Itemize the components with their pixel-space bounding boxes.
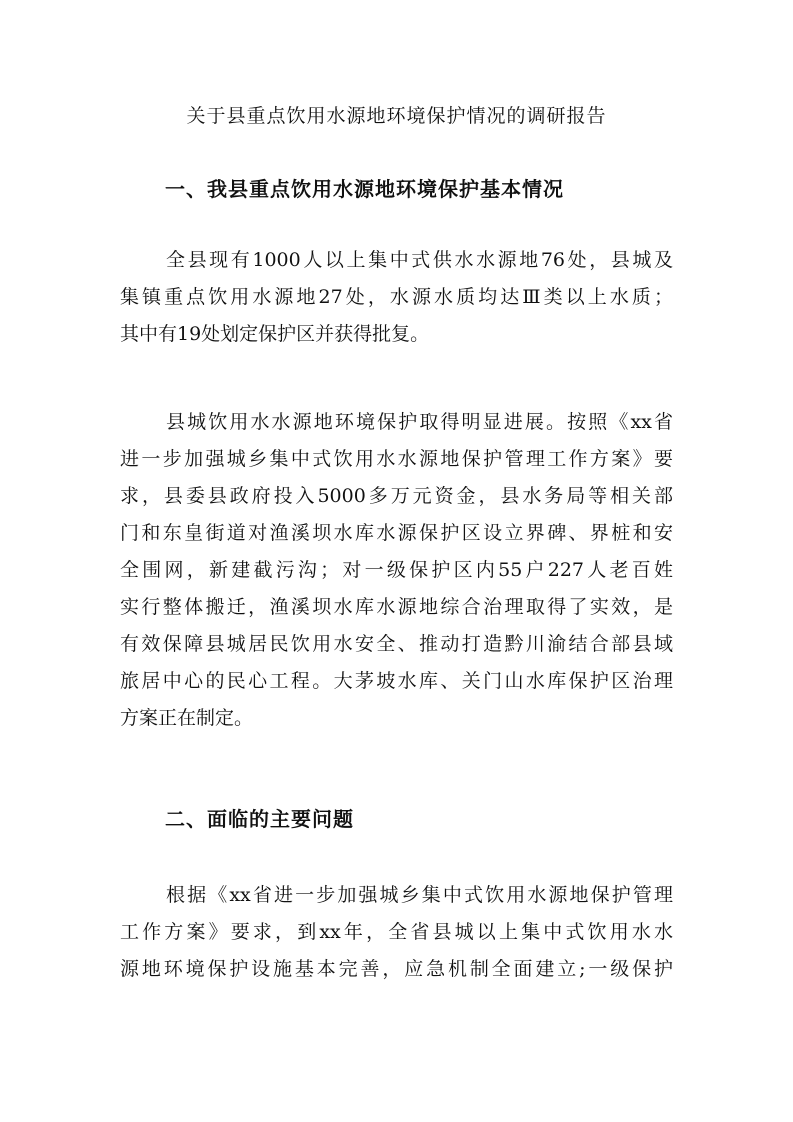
section-heading-basic-situation: 一、我县重点饮用水源地环境保护基本情况 <box>165 177 564 201</box>
paragraph-line: 集镇重点饮用水源地27处，水源水质均达Ⅲ类以上水质； <box>120 286 673 308</box>
paragraph-provincial-plan <box>120 877 673 988</box>
paragraph-line: 门和东皇街道对渔溪坝水库水源保护区设立界碑、界桩和安 <box>120 522 673 544</box>
paragraph-line: 源地环境保护设施基本完善，应急机制全面建立;一级保护 <box>120 958 673 980</box>
paragraph-line: 进一步加强城乡集中式饮用水水源地保护管理工作方案》要 <box>120 448 673 470</box>
paragraph-water-source-count <box>120 242 673 353</box>
paragraph-line: 旅居中心的民心工程。大茅坡水库、关门山水库保护区治理 <box>120 670 673 692</box>
paragraph-line: 实行整体搬迁，渔溪坝水库水源地综合治理取得了实效，是 <box>120 596 673 618</box>
paragraph-line: 方案正在制定。 <box>120 707 254 729</box>
paragraph-line: 有效保障县城居民饮用水安全、推动打造黔川渝结合部县域 <box>120 633 673 655</box>
paragraph-line: 工作方案》要求，到xx年，全省县城以上集中式饮用水水 <box>120 921 673 943</box>
paragraph-line: 其中有19处划定保护区并获得批复。 <box>120 323 430 345</box>
paragraph-line: 全县现有1000人以上集中式供水水源地76处，县城及 <box>166 249 673 271</box>
paragraph-line: 求，县委县政府投入5000多万元资金，县水务局等相关部 <box>120 485 673 507</box>
paragraph-line: 全围网，新建截污沟；对一级保护区内55户227人老百姓 <box>120 559 673 581</box>
paragraph-line: 根据《xx省进一步加强城乡集中式饮用水源地保护管理 <box>166 884 673 906</box>
document-title: 关于县重点饮用水源地环境保护情况的调研报告 <box>186 105 607 127</box>
section-heading-main-problems: 二、面临的主要问题 <box>165 807 354 831</box>
paragraph-county-progress <box>120 404 673 737</box>
paragraph-line: 县城饮用水水源地环境保护取得明显进展。按照《xx省 <box>166 411 673 433</box>
